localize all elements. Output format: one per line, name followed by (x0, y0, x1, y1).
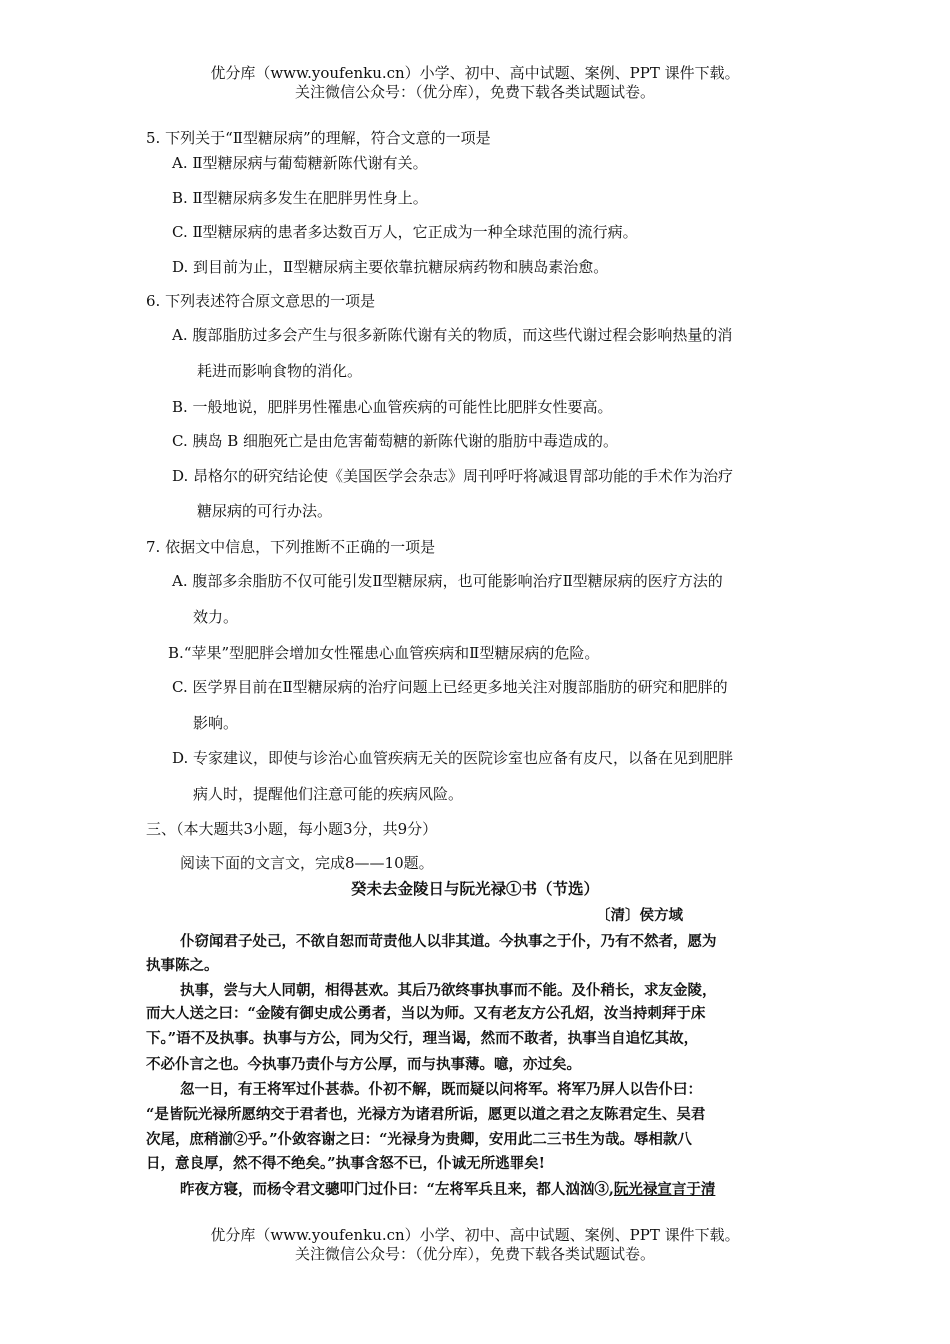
page-header (0, 64, 950, 102)
passage-p3-line2: “是皆阮光禄所愿纳交于君者也，光禄方为诸君所诟，愿更以道之君之友陈君定生、吴君 (146, 1106, 706, 1123)
q6-option-b: B. 一般地说，肥胖男性罹患心血管疾病的可能性比肥胖女性要高。 (172, 398, 613, 416)
q5-option-b: B. Ⅱ型糖尿病多发生在肥胖男性身上。 (172, 189, 428, 207)
q5-option-d: D. 到目前为止，Ⅱ型糖尿病主要依靠抗糖尿病药物和胰岛素治愈。 (172, 258, 609, 276)
q5-option-c: C. Ⅱ型糖尿病的患者多达数百万人，它正成为一种全球范围的流行病。 (172, 223, 638, 241)
passage-title: 癸未去金陵日与阮光禄①书（节选） (350, 879, 599, 898)
q6-option-a-cont: 耗进而影响食物的消化。 (197, 362, 363, 380)
q7-option-d: D. 专家建议，即使与诊治心血管疾病无关的医院诊室也应备有皮尺，以备在见到肥胖 (172, 749, 734, 767)
footer-line-2: 关注微信公众号：（优分库），免费下载各类试题试卷。 (294, 1245, 655, 1263)
q7-option-b: B.“苹果”型肥胖会增加女性罹患心血管疾病和Ⅱ型糖尿病的危险。 (168, 644, 600, 662)
passage-p2-line2: 而大人送之曰：“金陵有御史成公勇者，当以为师。又有老友方公孔炤，汝当持刺拜于床 (146, 1005, 706, 1022)
header-line-1: 优分库（www.youfenku.cn）小学、初中、高中试题、案例、PPT 课件下载。 (210, 64, 740, 82)
q6-option-a: A. 腹部脂肪过多会产生与很多新陈代谢有关的物质，而这些代谢过程会影响热量的消 (172, 326, 733, 344)
section-3-instruction: 阅读下面的文言文，完成8——10题。 (180, 854, 434, 872)
passage-p2-line1: 执事，尝与大人同朝，相得甚欢。其后乃欲终事执事而不能。及仆稍长，求友金陵， (180, 982, 717, 999)
footer-line-1: 优分库（www.youfenku.cn）小学、初中、高中试题、案例、PPT 课件下载。 (210, 1226, 740, 1244)
passage-p1-line2: 执事陈之。 (146, 957, 219, 974)
passage-p4-underlined: 阮光禄宣言于清 (613, 1181, 716, 1198)
passage-p3-line1: 忽一日，有王将军过仆甚恭。仆初不解，既而疑以问将军。将军乃屏人以告仆曰： (180, 1081, 702, 1098)
q7-option-c: C. 医学界目前在Ⅱ型糖尿病的治疗问题上已经更多地关注对腹部脂肪的研究和肥胖的 (172, 678, 728, 696)
passage-p2-line3: 下。”语不及执事。执事与方公，同为父行，理当谒，然而不敢者，执事当自追忆其故， (146, 1030, 699, 1047)
q6-option-c: C. 胰岛 B 细胞死亡是由危害葡萄糖的新陈代谢的脂肪中毒造成的。 (172, 432, 619, 450)
header-line-2: 关注微信公众号：（优分库），免费下载各类试题试卷。 (294, 83, 655, 101)
section-3-heading: 三、（本大题共3小题，每小题3分，共9分） (146, 820, 438, 838)
passage-p4-line1 (180, 1178, 715, 1199)
q7-option-d-cont: 病人时，提醒他们注意可能的疾病风险。 (193, 785, 464, 803)
q6-option-d-cont: 糖尿病的可行办法。 (197, 502, 333, 520)
q6-option-d: D. 昂格尔的研究结论使《美国医学会杂志》周刊呼吁将减退胃部功能的手术作为治疗 (172, 467, 734, 485)
passage-p1-line1: 仆窃闻君子处己，不欲自恕而苛责他人以非其道。今执事之于仆，乃有不然者，愿为 (180, 933, 717, 950)
page-footer (0, 1226, 950, 1264)
passage-p4-text: 昨夜方寝，而杨令君文骢叩门过仆曰：“左将军兵且来，都人汹汹③, (180, 1181, 614, 1198)
q7-option-a: A. 腹部多余脂肪不仅可能引发Ⅱ型糖尿病，也可能影响治疗Ⅱ型糖尿病的医疗方法的 (172, 572, 723, 590)
q7-stem: 7. 依据文中信息，下列推断不正确的一项是 (146, 538, 436, 556)
q5-option-a: A. Ⅱ型糖尿病与葡萄糖新陈代谢有关。 (172, 154, 428, 172)
passage-p3-line4: 日，意良厚，然不得不绝矣。”执事含怒不已，仆诚无所逃罪矣! (146, 1155, 545, 1172)
q6-stem: 6. 下列表述符合原文意思的一项是 (146, 292, 376, 310)
passage-p2-line4: 不必仆言之也。今执事乃责仆与方公厚，而与执事薄。噫，亦过矣。 (146, 1056, 581, 1073)
q7-option-c-cont: 影响。 (193, 714, 239, 732)
passage-p3-line3: 次尾，庶稍湔②乎。”仆敛容谢之曰：“光禄身为贵卿，安用此二三书生为哉。辱相款八 (146, 1131, 692, 1148)
q5-stem: 5. 下列关于“Ⅱ型糖尿病”的理解，符合文意的一项是 (146, 129, 491, 147)
passage-author: 〔清〕侯方域 (596, 907, 683, 924)
q7-option-a-cont: 效力。 (193, 608, 239, 626)
